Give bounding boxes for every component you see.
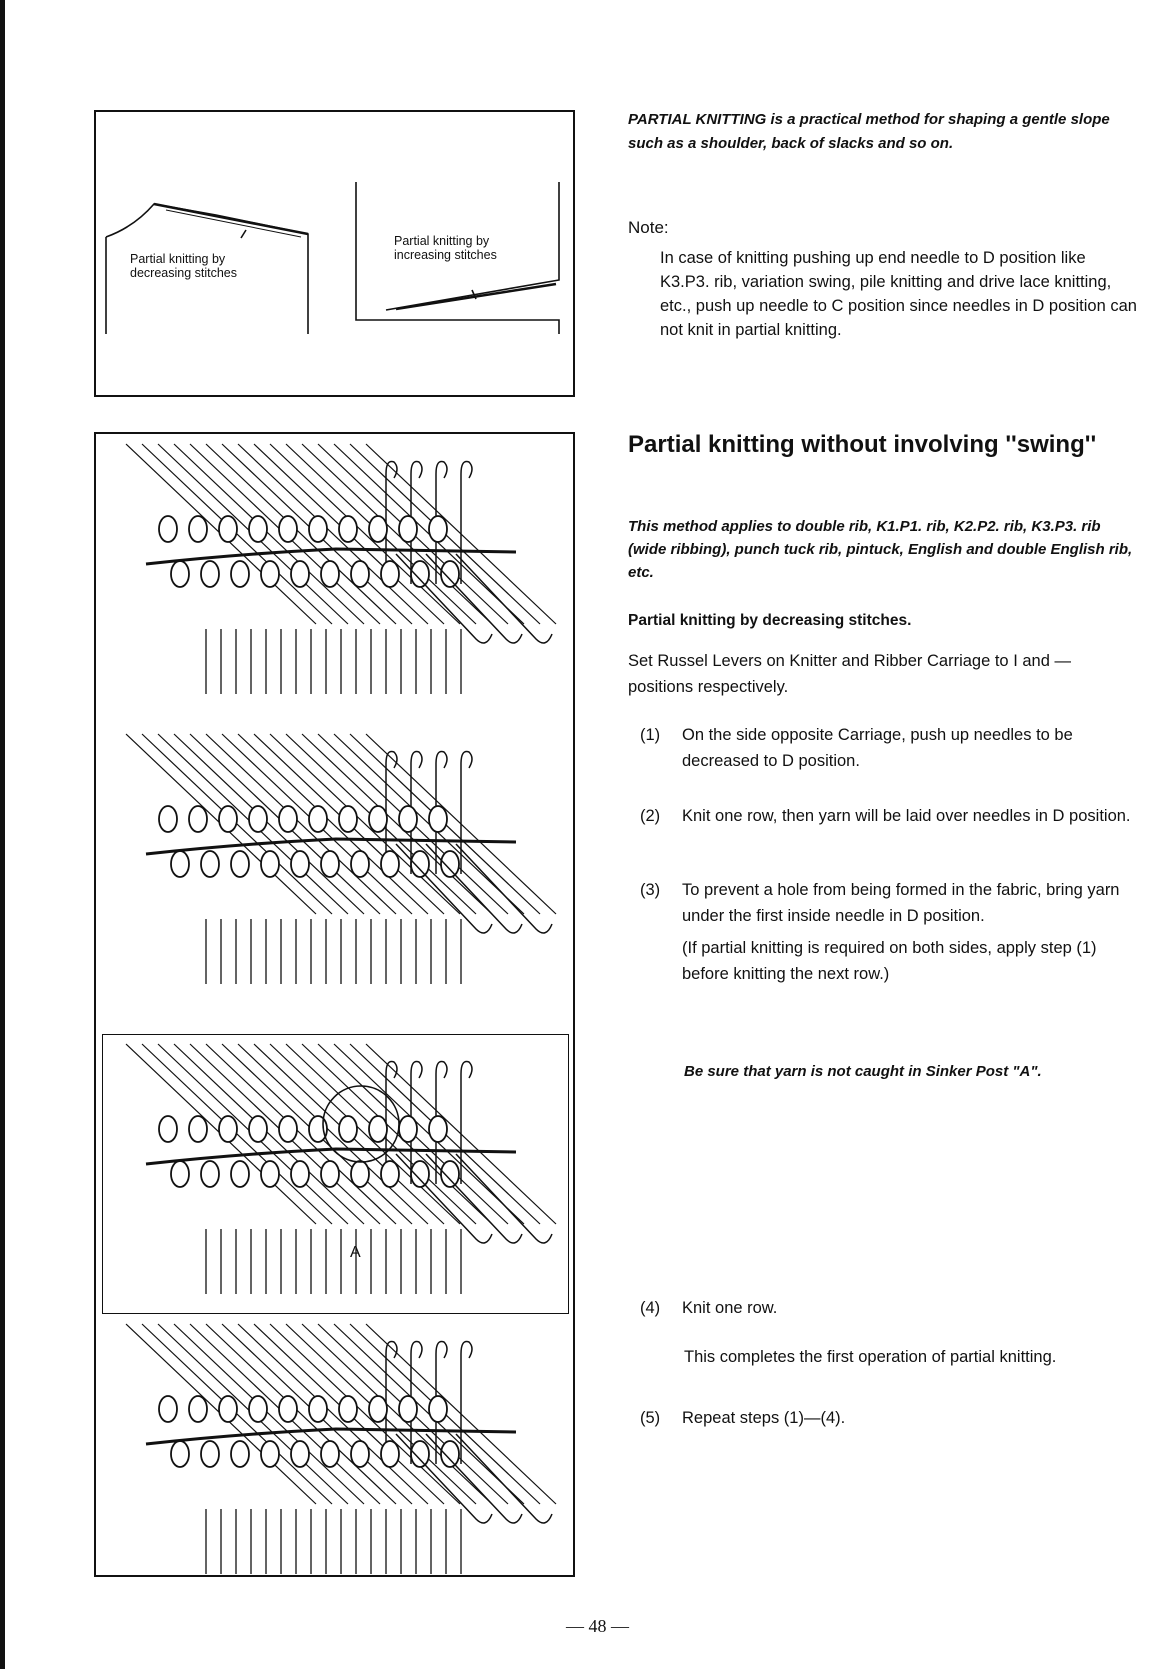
step-3-number: (3) [640, 881, 661, 899]
step-4-text: Knit one row. [682, 1299, 778, 1317]
panel-1-loop [231, 561, 249, 587]
panel-2-loop [411, 851, 429, 877]
panel-1-latch [456, 554, 552, 643]
panel-1-loop [219, 516, 237, 542]
page-edge-bar [0, 0, 5, 1669]
panel-2-loop [231, 851, 249, 877]
panel-2-loop [339, 806, 357, 832]
panel-1-loop [399, 516, 417, 542]
panel-2-loop [201, 851, 219, 877]
step-1-number: (1) [640, 726, 661, 744]
label-increasing-line1: Partial knitting by [394, 234, 490, 248]
russel-lever-text: Set Russel Levers on Knitter and Ribber Carriage to I and — positions respectively. [628, 652, 1071, 696]
panel-1-loop [171, 561, 189, 587]
panel-1-loop [309, 516, 327, 542]
panel-4-loop [351, 1441, 369, 1467]
panel-1-loop [189, 516, 207, 542]
step-3-text: To prevent a hole from being formed in the fabric, bring yarn under the first inside needle in D position. [682, 881, 1120, 925]
panel-1-loop [321, 561, 339, 587]
panel-2-loop [189, 806, 207, 832]
panel-2-loop [249, 806, 267, 832]
panel-2-latch [456, 844, 552, 933]
panel-2-loop [381, 851, 399, 877]
panel-4-loop [261, 1441, 279, 1467]
panel-1-loop [279, 516, 297, 542]
panel-4-loop [411, 1441, 429, 1467]
completion-text: This completes the first operation of partial knitting. [684, 1348, 1057, 1366]
sinker-post-label: A [350, 1244, 361, 1261]
label-decreasing-line2: decreasing stitches [130, 266, 238, 280]
step-3-extra: (If partial knitting is required on both sides, apply step (1) before knitting the next row.) [682, 939, 1097, 983]
panel-2-loop [429, 806, 447, 832]
panel-4-loop [189, 1396, 207, 1422]
panel-4-loop [279, 1396, 297, 1422]
step-3-body [682, 877, 1140, 987]
panel-4-loop [171, 1441, 189, 1467]
panel-1-loop [429, 516, 447, 542]
panel-1-loop [339, 516, 357, 542]
panel-2-loop [309, 806, 327, 832]
stitch-illustrations-box [94, 432, 575, 1577]
panel-4-loop [291, 1441, 309, 1467]
panel-2-loop [441, 851, 459, 877]
panel-1-loop [369, 516, 387, 542]
step-4-number: (4) [640, 1299, 661, 1317]
panel-2-loop [159, 806, 177, 832]
intro-text: PARTIAL KNITTING is a practical method for shaping a gentle slope such as a shoulder, back of slacks and so on. [628, 111, 1110, 152]
step-5-number: (5) [640, 1409, 661, 1427]
label-decreasing [130, 252, 237, 280]
page-number: — 48 — [566, 1616, 629, 1636]
panel-4-loop [429, 1396, 447, 1422]
panel-4-loop [249, 1396, 267, 1422]
section-title: Partial knitting without involving ''swing'' [628, 431, 1097, 458]
note-body: In case of knitting pushing up end needle to D position like K3.P3. rib, variation swing, pile knitting and drive lace knitting, etc., push up needle to C position since needles in D position can not knit in partial knitting. [660, 249, 1137, 339]
method-text: This method applies to double rib, K1.P1. rib, K2.P2. rib, K3.P3. rib (wide ribbing), punch tuck rib, pintuck, English and double English rib, etc. [628, 518, 1133, 581]
panel-1-loop [261, 561, 279, 587]
step-5-text: Repeat steps (1)—(4). [682, 1409, 846, 1427]
panel-1-loop [201, 561, 219, 587]
panel-4-loop [321, 1441, 339, 1467]
panel-4-loop [219, 1396, 237, 1422]
panel-1-loop [381, 561, 399, 587]
step-2-text: Knit one row, then yarn will be laid over needles in D position. [682, 807, 1131, 825]
shaping-diagram-box [94, 110, 575, 397]
step-1-text: On the side opposite Carriage, push up needles to be decreased to D position. [682, 726, 1073, 770]
note-heading: Note: [628, 218, 669, 237]
panel-4-latch [456, 1434, 552, 1523]
label-increasing [394, 234, 497, 262]
panel-2-loop [399, 806, 417, 832]
panel-4-loop [309, 1396, 327, 1422]
label-increasing-line2: increasing stitches [394, 248, 497, 262]
panel-4-loop [159, 1396, 177, 1422]
step-2-number: (2) [640, 807, 661, 825]
label-decreasing-line1: Partial knitting by [130, 252, 226, 266]
panel-1-loop [441, 561, 459, 587]
panel-2-loop [291, 851, 309, 877]
panel-1-loop [411, 561, 429, 587]
panel-2-loop [321, 851, 339, 877]
panel-2-loop [261, 851, 279, 877]
panel-1-loop [351, 561, 369, 587]
subheading: Partial knitting by decreasing stitches. [628, 612, 912, 629]
panel-2-loop [369, 806, 387, 832]
caution-text: Be sure that yarn is not caught in Sinker Post "A". [684, 1063, 1042, 1080]
panel-4-loop [339, 1396, 357, 1422]
panel-2-latch [426, 844, 522, 933]
panel-1-loop [291, 561, 309, 587]
panel-2-loop [279, 806, 297, 832]
panel-4-loop [399, 1396, 417, 1422]
panel-4-loop [201, 1441, 219, 1467]
panel-1-latch [426, 554, 522, 643]
panel-4-loop [381, 1441, 399, 1467]
step-3-illustration-frame [102, 1034, 569, 1314]
panel-1-loop [249, 516, 267, 542]
panel-2-loop [171, 851, 189, 877]
panel-4-latch [426, 1434, 522, 1523]
panel-2-loop [219, 806, 237, 832]
panel-4-loop [441, 1441, 459, 1467]
panel-1-loop [159, 516, 177, 542]
stitch-illustrations [96, 434, 577, 1579]
panel-2-loop [351, 851, 369, 877]
panel-4-loop [369, 1396, 387, 1422]
panel-4-loop [231, 1441, 249, 1467]
